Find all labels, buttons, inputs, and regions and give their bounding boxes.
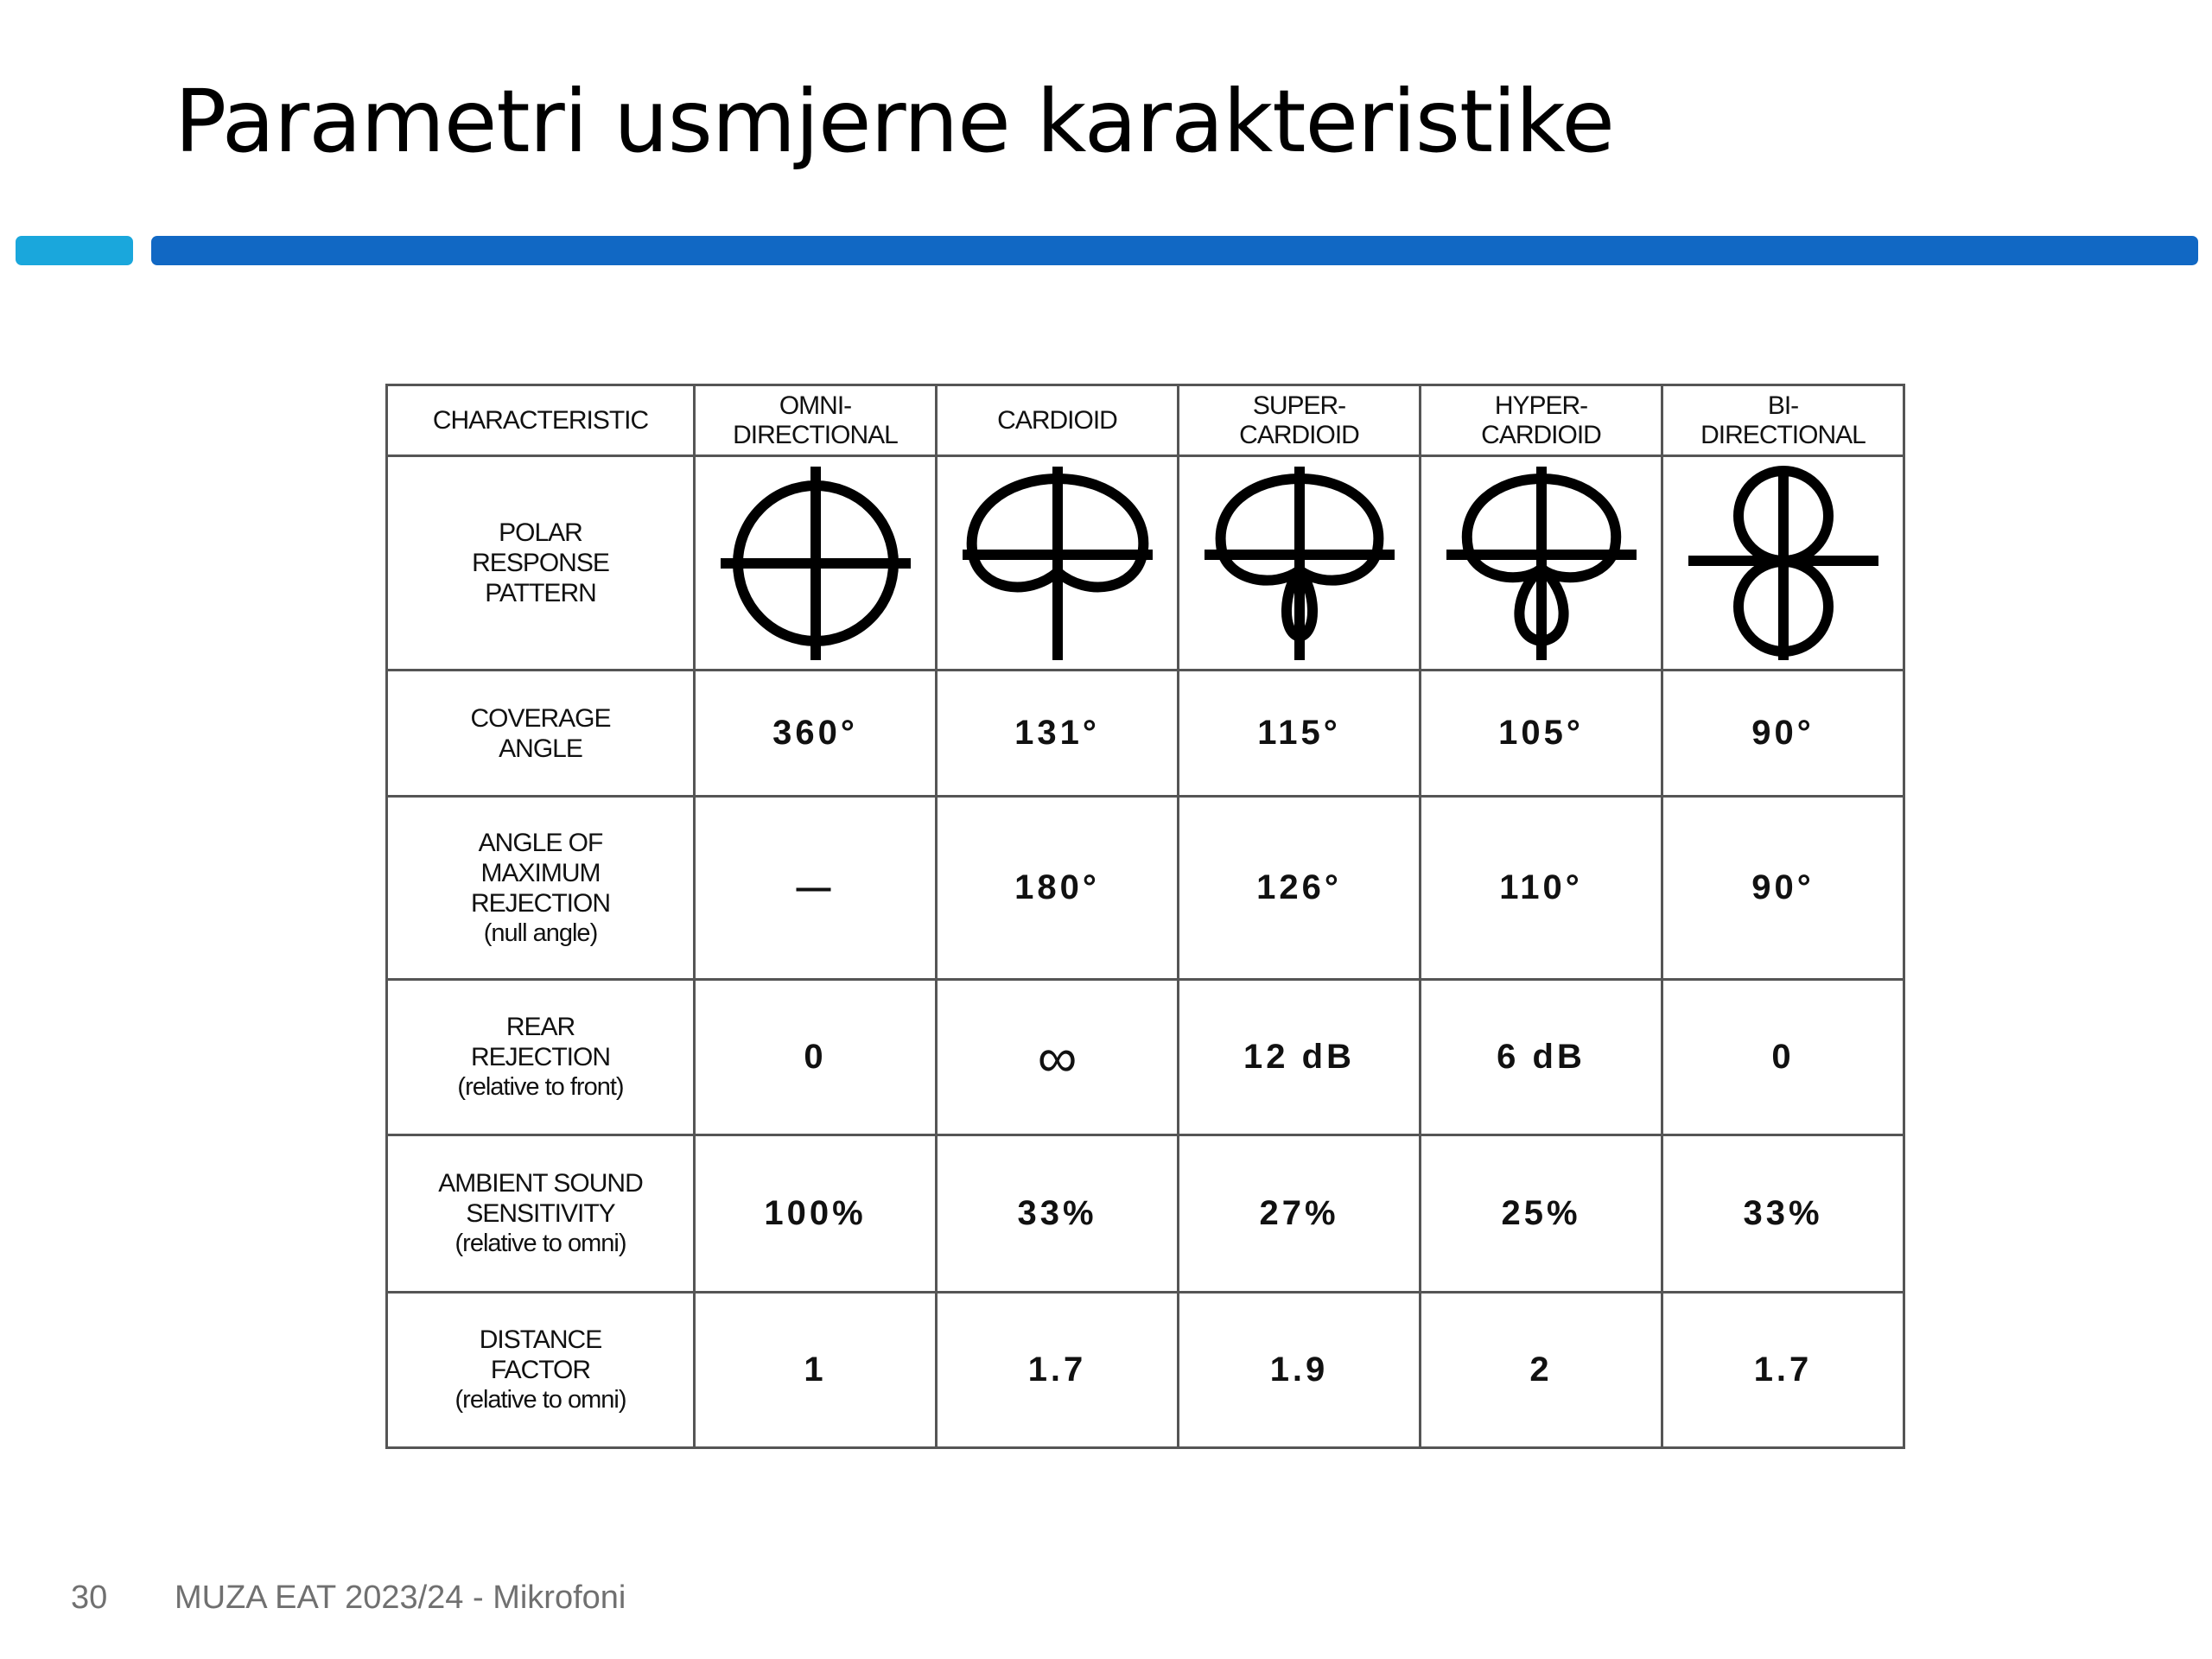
value-cell: 12 dB [1179,980,1421,1135]
omnidirectional-pattern-icon [703,460,928,667]
polar-bidirectional-cell [1662,456,1904,671]
header-hypercardioid: HYPER- CARDIOID [1421,385,1662,456]
value-cell: 0 [1662,980,1904,1135]
row-label-ambient-sensitivity: AMBIENT SOUND SENSITIVITY (relative to omni) [387,1135,695,1293]
title-accent-bar-short [16,236,133,265]
slide-title: Parametri usmjerne karakteristike [175,71,1614,172]
value-cell: 105° [1421,671,1662,797]
table-row-null-angle [387,797,1904,980]
value-cell: 110° [1421,797,1662,980]
header-bidirectional: BI- DIRECTIONAL [1662,385,1904,456]
table-row-distance-factor [387,1293,1904,1448]
row-label-null-angle: ANGLE OF MAXIMUM REJECTION (null angle) [387,797,695,980]
header-omnidirectional: OMNI- DIRECTIONAL [695,385,937,456]
header-supercardioid: SUPER- CARDIOID [1179,385,1421,456]
page-number: 30 [71,1580,108,1616]
value-cell: 90° [1662,797,1904,980]
value-cell: 1.9 [1179,1293,1421,1448]
polar-pattern-table [385,384,1903,1446]
value-cell: 33% [1662,1135,1904,1293]
value-cell: 360° [695,671,937,797]
value-cell: 180° [937,797,1179,980]
value-cell: — [695,797,937,980]
value-cell: 1.7 [937,1293,1179,1448]
value-cell: 115° [1179,671,1421,797]
header-cardioid: CARDIOID [937,385,1179,456]
table-row-rear-rejection [387,980,1904,1135]
value-cell: 0 [695,980,937,1135]
bidirectional-pattern-icon [1671,460,1896,667]
header-characteristic: CHARACTERISTIC [387,385,695,456]
polar-omni-cell [695,456,937,671]
value-cell: ∞ [937,980,1179,1135]
header-row [387,385,1904,456]
value-cell: 131° [937,671,1179,797]
value-cell: 100% [695,1135,937,1293]
table-row-coverage [387,671,1904,797]
value-cell: 27% [1179,1135,1421,1293]
polar-cardioid-cell [937,456,1179,671]
hypercardioid-pattern-icon [1429,460,1654,667]
polar-pattern-row [387,456,1904,671]
value-cell: 6 dB [1421,980,1662,1135]
value-cell: 126° [1179,797,1421,980]
value-cell: 1.7 [1662,1293,1904,1448]
value-cell: 1 [695,1293,937,1448]
polar-hypercardioid-cell [1421,456,1662,671]
value-cell: 33% [937,1135,1179,1293]
table-row-ambient-sensitivity [387,1135,1904,1293]
row-label-rear-rejection: REAR REJECTION (relative to front) [387,980,695,1135]
row-label-distance-factor: DISTANCE FACTOR (relative to omni) [387,1293,695,1448]
row-label-coverage: COVERAGE ANGLE [387,671,695,797]
value-cell: 2 [1421,1293,1662,1448]
row-label-polar: POLAR RESPONSE PATTERN [387,456,695,671]
value-cell: 25% [1421,1135,1662,1293]
supercardioid-pattern-icon [1187,460,1412,667]
footer-text: MUZA EAT 2023/24 - Mikrofoni [175,1580,626,1616]
cardioid-pattern-icon [945,460,1170,667]
title-accent-bar-long [151,236,2198,265]
polar-supercardioid-cell [1179,456,1421,671]
value-cell: 90° [1662,671,1904,797]
